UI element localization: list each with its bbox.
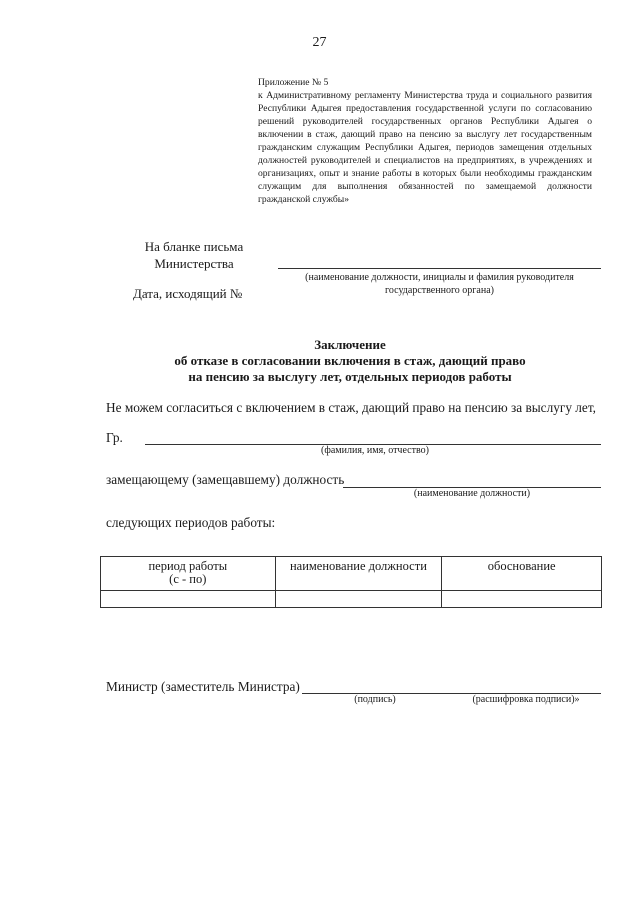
table-row bbox=[101, 591, 602, 608]
statement-text: Не можем согласиться с включением в стаж, дающий право на пенсию за выслугу лет, bbox=[106, 400, 596, 415]
letterhead-note bbox=[132, 238, 256, 272]
document-title bbox=[100, 337, 600, 385]
appendix-body: к Административному регламенту Министерства труда и социального развития Республики Адыгея предоставления государственной услуги по согласованию решений руководителей государственных органов Республики Адыгея о включении в стаж, дающий право на пенсию за выслугу лет государственным гражданским служащим Республики Адыгея, периодов замещения отдельных должностей руководителей и специалистов на предприятиях, в учреждениях и организациях, опыт и знание работы в которых были необходимы гражданским служащим для выполнения обязанностей по замещаемой должности гражданской службы» bbox=[258, 90, 592, 205]
table-cell-basis[interactable] bbox=[442, 591, 602, 608]
position-label: замещающему (замещавшему) должность bbox=[106, 472, 345, 487]
table-header-row bbox=[101, 557, 602, 591]
table-cell-position[interactable] bbox=[275, 591, 442, 608]
table-cell-period[interactable] bbox=[101, 591, 276, 608]
letterhead-line-1: На бланке письма bbox=[144, 239, 244, 254]
page-number: 27 bbox=[312, 35, 327, 50]
column-header-basis: обоснование bbox=[442, 557, 602, 591]
title-line-1: Заключение bbox=[314, 337, 386, 352]
recipient-caption: (наименование должности, инициалы и фамилия руководителя государственного органа) bbox=[305, 272, 574, 296]
title-line-2: об отказе в согласовании включения в стаж, дающий право bbox=[174, 353, 526, 368]
appendix-heading: Приложение № 5 bbox=[258, 77, 329, 88]
periods-table bbox=[100, 556, 602, 608]
recipient-field[interactable] bbox=[278, 268, 601, 269]
appendix-block bbox=[258, 76, 592, 206]
citizen-caption: (фамилия, имя, отчество) bbox=[321, 445, 429, 456]
signature-caption: (подпись) bbox=[354, 694, 396, 705]
signatory-label: Министр (заместитель Министра) bbox=[106, 679, 300, 694]
column-header-period: период работы (с - по) bbox=[101, 557, 276, 591]
date-outgoing-label: Дата, исходящий № bbox=[133, 286, 243, 301]
letterhead-line-2: Министерства bbox=[154, 256, 234, 271]
column-header-position: наименование должности bbox=[275, 557, 442, 591]
citizen-label: Гр. bbox=[106, 430, 123, 445]
signature-decode-caption: (расшифровка подписи)» bbox=[472, 694, 580, 705]
position-caption: (наименование должности) bbox=[413, 488, 531, 499]
periods-label: следующих периодов работы: bbox=[106, 515, 276, 530]
title-line-3: на пенсию за выслугу лет, отдельных периодов работы bbox=[188, 369, 512, 384]
